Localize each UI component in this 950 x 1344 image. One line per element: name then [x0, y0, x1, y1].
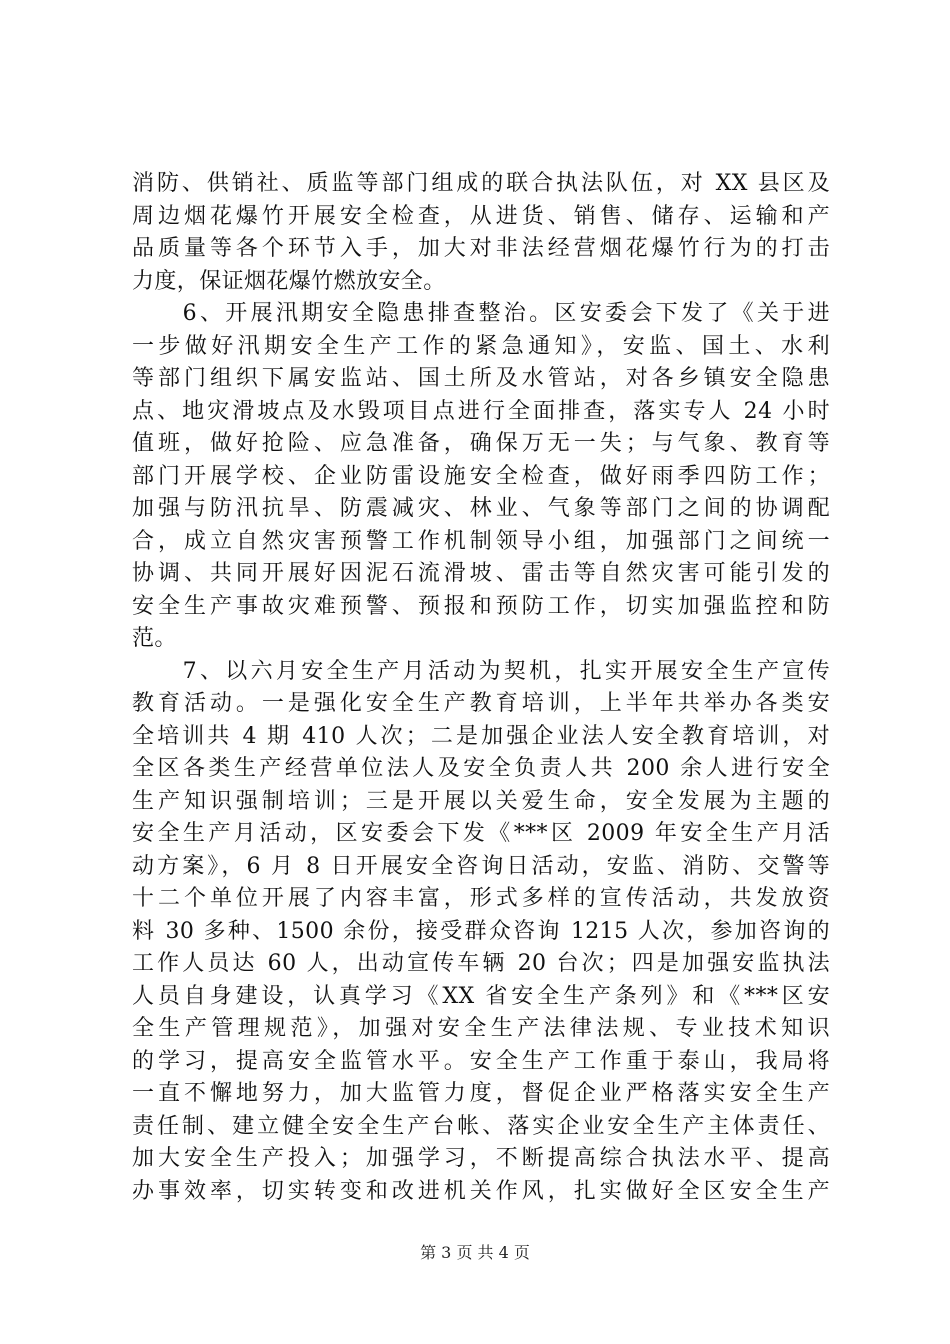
text-line: 安全生产事故灾难预警、预报和预防工作，切实加强监控和防	[132, 593, 830, 619]
text-line: 工作人员达 60 人，出动宣传车辆 20 台次；四是加强安监执法	[132, 951, 830, 976]
text-line: 办事效率，切实转变和改进机关作风，扎实做好全区安全生产	[132, 1178, 830, 1204]
text-line: 周边烟花爆竹开展安全检查，从进货、销售、储存、运输和产	[132, 203, 830, 229]
text-line: 品质量等各个环节入手，加大对非法经营烟花爆竹行为的打击	[132, 236, 830, 261]
text-line: 全生产管理规范》，加强对安全生产法律法规、专业技术知识	[132, 1016, 830, 1041]
text-line: 全区各类生产经营单位法人及安全负责人共 200 余人进行安全	[132, 756, 830, 781]
text-line: 部门开展学校、企业防雷设施安全检查，做好雨季四防工作；	[132, 463, 830, 489]
text-line: 6、开展汛期安全隐患排查整治。区安委会下发了《关于进	[132, 301, 830, 326]
text-line: 值班，做好抢险、应急准备，确保万无一失；与气象、教育等	[132, 431, 830, 456]
text-line: 十二个单位开展了内容丰富，形式多样的宣传活动，共发放资	[132, 886, 830, 911]
text-line: 责任制、建立健全安全生产台帐、落实企业安全生产主体责任、	[132, 1113, 830, 1139]
text-line: 7、以六月安全生产月活动为契机，扎实开展安全生产宣传	[132, 658, 830, 684]
text-line: 教育活动。一是强化安全生产教育培训，上半年共举办各类安	[132, 691, 830, 716]
text-line: 生产知识强制培训；三是开展以关爱生命，安全发展为主题的	[132, 788, 830, 814]
text-line: 消防、供销社、质监等部门组成的联合执法队伍，对 XX 县区及	[132, 171, 830, 196]
text-line: 一步做好汛期安全生产工作的紧急通知》，安监、国土、水利	[132, 333, 830, 359]
body-text	[132, 168, 830, 1208]
text-line: 合，成立自然灾害预警工作机制领导小组，加强部门之间统一	[132, 528, 830, 554]
text-line: 动方案》，6 月 8 日开展安全咨询日活动，安监、消防、交警等	[132, 853, 830, 879]
text-line: 全培训共 4 期 410 人次；二是加强企业法人安全教育培训，对	[132, 723, 830, 749]
text-line: 力度，保证烟花爆竹燃放安全。	[132, 268, 446, 294]
text-line: 等部门组织下属安监站、国土所及水管站，对各乡镇安全隐患	[132, 366, 830, 391]
text-line: 的学习，提高安全监管水平。安全生产工作重于泰山，我局将	[132, 1048, 830, 1074]
text-line: 一直不懈地努力，加大监管力度，督促企业严格落实安全生产	[132, 1081, 830, 1106]
text-line: 协调、共同开展好因泥石流滑坡、雷击等自然灾害可能引发的	[132, 561, 830, 586]
text-line: 人员自身建设，认真学习《XX 省安全生产条列》和《***区安	[132, 983, 830, 1009]
text-line: 加大安全生产投入；加强学习，不断提高综合执法水平、提高	[132, 1146, 830, 1171]
text-line: 点、地灾滑坡点及水毁项目点进行全面排查，落实专人 24 小时	[132, 398, 830, 424]
text-line: 安全生产月活动，区安委会下发《***区 2009 年安全生产月活	[132, 821, 830, 846]
text-line: 范。	[132, 626, 177, 651]
text-line: 料 30 多种、1500 余份，接受群众咨询 1215 人次，参加咨询的	[132, 918, 830, 944]
page-footer: 第 3 页 共 4 页	[420, 1243, 530, 1262]
text-line: 加强与防汛抗旱、防震减灾、林业、气象等部门之间的协调配	[132, 496, 830, 521]
